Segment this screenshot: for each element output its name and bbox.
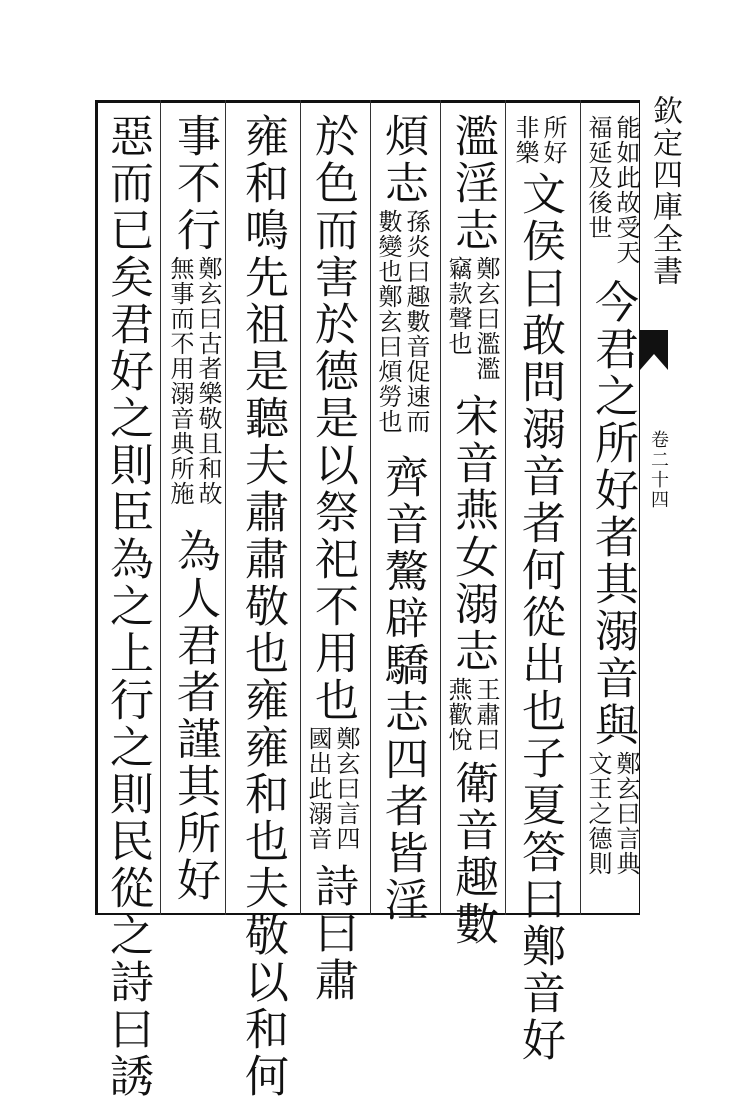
text-column-8 bbox=[100, 113, 154, 1100]
column-rule bbox=[370, 100, 371, 915]
commentary-right: 鄭玄曰言典 bbox=[612, 751, 640, 876]
main-text: 濫淫志 bbox=[447, 113, 498, 254]
column-rule bbox=[225, 100, 226, 915]
commentary-pair bbox=[445, 254, 499, 393]
text-column-5 bbox=[305, 113, 359, 1004]
commentary-pair bbox=[167, 254, 221, 528]
commentary-pair bbox=[445, 675, 499, 760]
main-text: 詩曰肅 bbox=[307, 863, 358, 1004]
column-rule bbox=[300, 100, 301, 915]
commentary-right: 所好 bbox=[539, 115, 567, 165]
commentary-right: 鄭玄曰古者樂敬且和故 bbox=[194, 256, 222, 506]
text-column-7 bbox=[167, 113, 221, 904]
main-text: 今君之所好者其溺音與 bbox=[587, 279, 638, 749]
column-rule bbox=[505, 100, 506, 915]
column-rule bbox=[160, 100, 161, 915]
text-column-4 bbox=[375, 113, 429, 924]
main-text: 於色而害於德是以祭祀不用也 bbox=[307, 113, 358, 724]
text-column-6 bbox=[235, 113, 289, 1100]
column-rule bbox=[440, 100, 441, 915]
column-rule bbox=[580, 100, 581, 915]
commentary-left: 福延及後世 bbox=[584, 115, 612, 240]
commentary-left: 國出此溺音 bbox=[304, 726, 332, 851]
commentary-pair bbox=[375, 207, 429, 454]
commentary-pair bbox=[585, 113, 639, 279]
main-text: 煩志 bbox=[377, 113, 428, 207]
commentary-right: 能如此故受天 bbox=[612, 115, 640, 265]
main-text: 衛音趣數 bbox=[447, 760, 498, 948]
commentary-pair bbox=[305, 724, 359, 863]
main-text: 雍和鳴先祖是聽夫肅肅敬也雍雍和也夫敬以和何 bbox=[237, 113, 288, 1100]
commentary-pair bbox=[512, 113, 566, 171]
main-text: 齊音驁辟驕志四者皆淫 bbox=[377, 454, 428, 924]
commentary-right: 王肅曰 bbox=[472, 677, 500, 752]
commentary-left: 竊款聲也 bbox=[444, 256, 472, 356]
commentary-right: 鄭玄曰濫濫 bbox=[472, 256, 500, 381]
main-text: 宋音燕女溺志 bbox=[447, 393, 498, 675]
text-column-3 bbox=[445, 113, 499, 948]
juan-label: 卷二十四 bbox=[648, 430, 669, 510]
text-column-2 bbox=[512, 113, 566, 1064]
commentary-pair bbox=[585, 749, 639, 888]
main-text: 惡而已矣君好之則臣為之上行之則民從之詩曰誘 bbox=[102, 113, 153, 1100]
book-title: 欽定四庫全書 bbox=[647, 95, 682, 287]
commentary-left: 無事而不用溺音典所施 bbox=[166, 256, 194, 506]
commentary-left: 數變也鄭玄曰煩勞也 bbox=[374, 209, 402, 434]
main-text: 文侯曰敢問溺音者何從出也子夏答曰鄭音好 bbox=[514, 171, 565, 1064]
commentary-left: 燕歡悅 bbox=[444, 677, 472, 752]
commentary-left: 非樂 bbox=[511, 115, 539, 165]
fishtail-mark bbox=[640, 330, 668, 370]
commentary-left: 文王之德則 bbox=[584, 751, 612, 876]
commentary-right: 鄭玄曰言四 bbox=[332, 726, 360, 851]
commentary-right: 孫炎曰趣數音促速而 bbox=[402, 209, 430, 434]
main-text: 為人君者謹其所好 bbox=[169, 528, 220, 904]
main-text: 事不行 bbox=[169, 113, 220, 254]
text-column-1 bbox=[585, 113, 639, 888]
